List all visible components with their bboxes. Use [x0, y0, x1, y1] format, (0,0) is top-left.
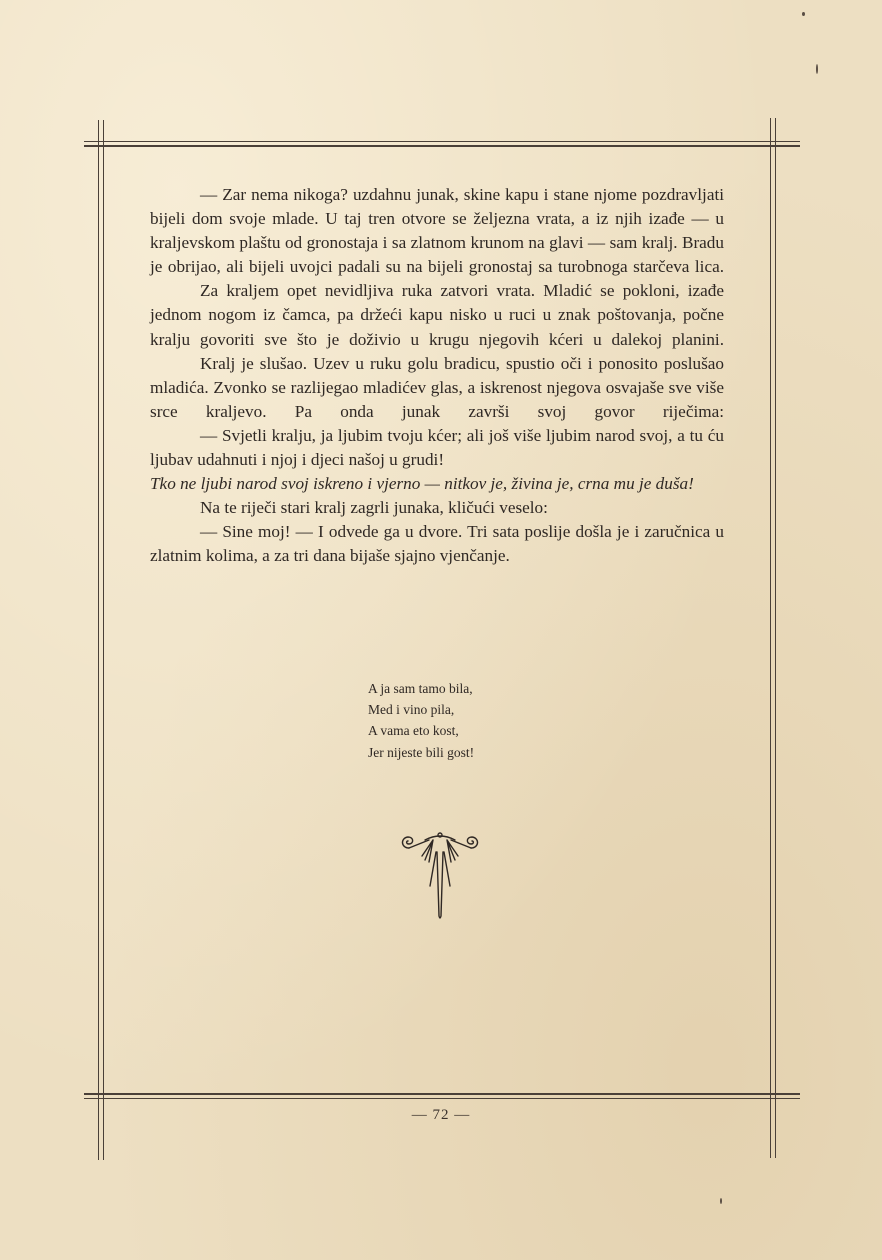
italic-moral: Tko ne ljubi narod svoj iskreno i vjerno — nitkov je, živina je, crna mu je duša!: [150, 474, 694, 494]
verse-line: Jer nijeste bili gost!: [368, 744, 475, 760]
verse-line: Med i vino pila,: [368, 702, 455, 718]
paragraph: — Sine moj! — I odvede ga u dvore. Tri sata poslije došla je i zaručnica u zlatnim kolima, a za tri dana bijaše sjajno vjenčanje.: [150, 522, 724, 566]
paper-speck: [816, 64, 818, 74]
paragraph: — Svjetli kralju, ja ljubim tvoju kćer; ali još više ljubim narod svoj, a tu ću ljubav udahnuti i njoj i djeci našoj u grudi!: [150, 425, 724, 470]
page-number: — 72 —: [411, 1107, 471, 1123]
paper-speck: [802, 12, 805, 16]
paper-speck: [720, 1198, 722, 1204]
main-text: [150, 183, 724, 569]
tailpiece-ornament-icon: [395, 826, 485, 922]
verse-line: A vama eto kost,: [368, 723, 459, 739]
paragraph: Na te riječi stari kralj zagrli junaka, kličući veselo:: [200, 498, 548, 518]
closing-verse: [368, 678, 568, 763]
paragraph: Za kraljem opet nevidljiva ruka zatvori vrata. Mladić se pokloni, izađe jednom nogom iz čamca, pa držeći kapu nisko u ruci u znak poštovanja, počne kralju govoriti sve što je doživio u krugu njegovih kćeri u dalekoj planini.: [150, 281, 724, 349]
paragraph: Kralj je slušao. Uzev u ruku golu bradicu, spustio oči i ponosito poslušao mladića. Zvonko se razlijegao mladićev glas, a iskrenost njegova osvajaše sve više srce kraljevo. Pa onda junak završi svoj govor riječima:: [150, 353, 724, 421]
verse-line: A ja sam tamo bila,: [368, 681, 473, 696]
paragraph: — Zar nema nikoga? uzdahnu junak, skine kapu i stane njome pozdravljati bijeli dom svoje mlade. U taj tren otvore se željezna vrata, a iz njih izađe — u kraljevskom plaštu od gronostaja i sa zlatnom krunom na glavi — sam kralj. Bradu je obrijao, ali bijeli uvojci padali su na bijeli gronostaj sa turobnoga starčeva lica.: [150, 185, 724, 277]
